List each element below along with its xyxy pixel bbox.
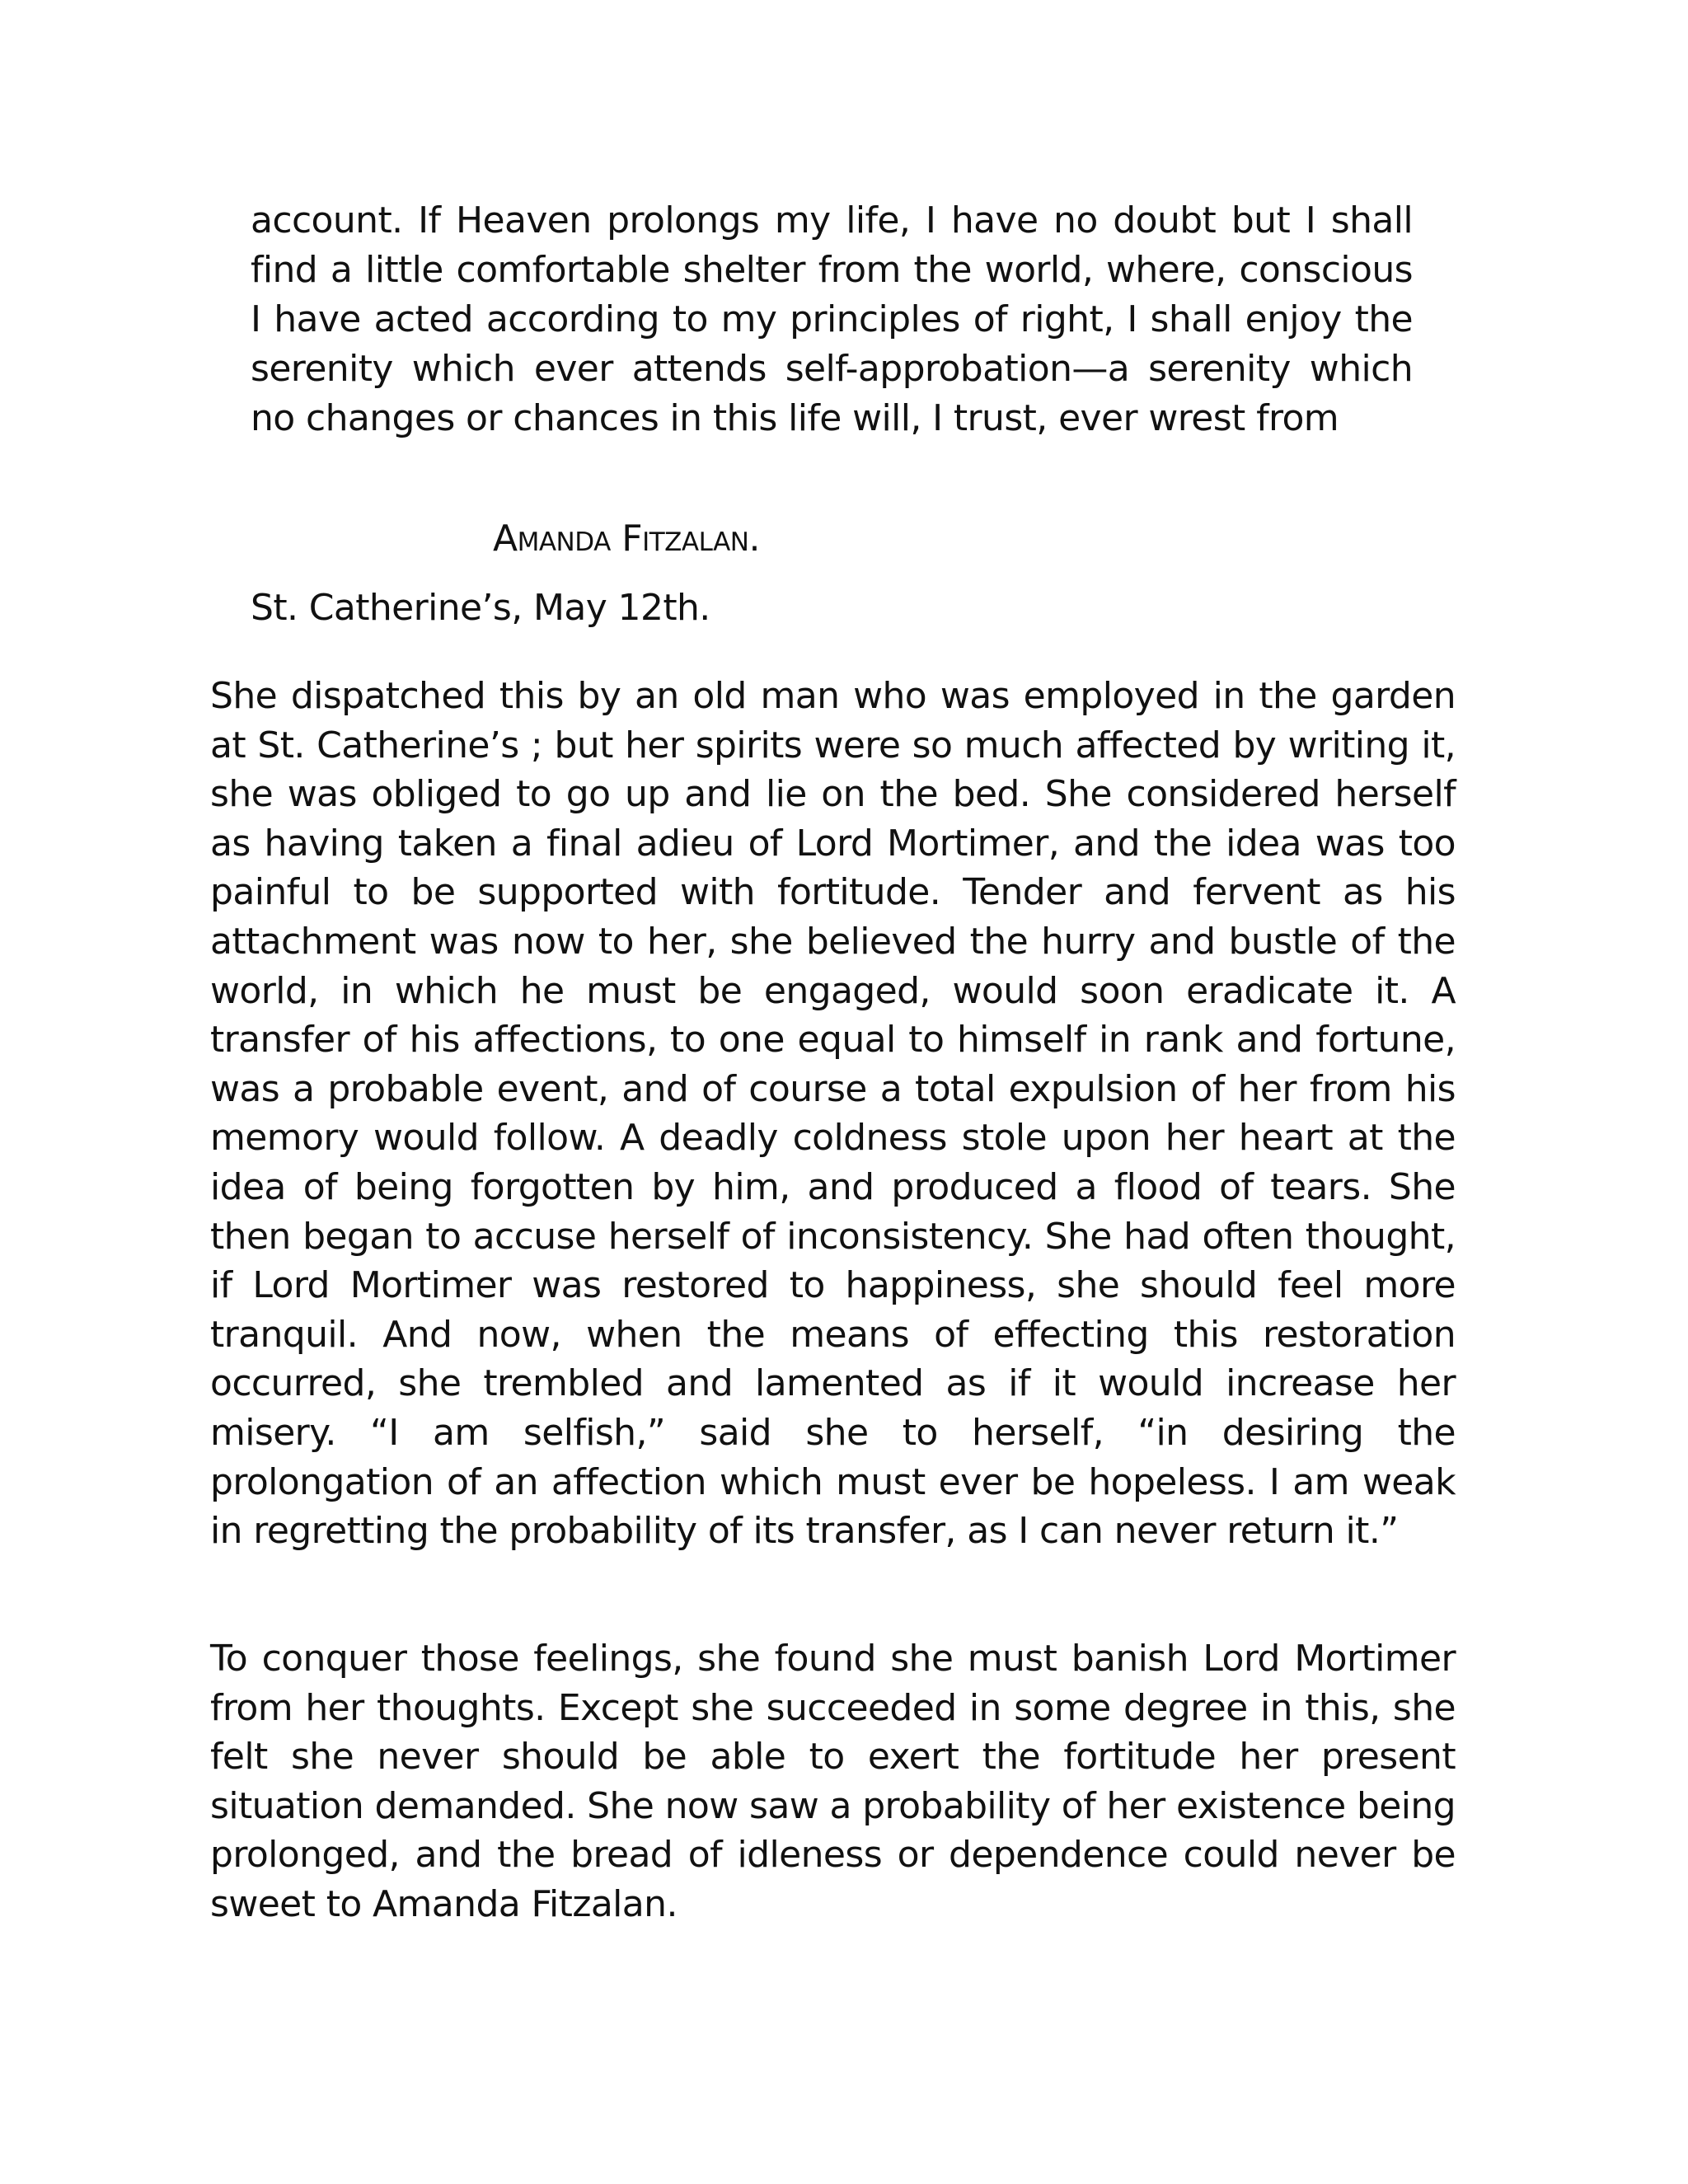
narrative-paragraph: She dispatched this by an old man who was employed in the garden at St. Catherine’s ; but her spirits were so much affected by writing it, she was obliged to go up and lie on the bed. She considered herself as having taken a final adieu of Lord Mortimer, and the idea was too painful to be supported with fortitude. Tender and fervent as his attachment was now to her, she believed the hurry and bustle of the world, in which he must be engaged, would soon eradicate it. A transfer of his affections, to one equal to himself in rank and fortune, was a probable event, and of course a total expulsion of her from his memory would follow. A deadly coldness stole upon her heart at the idea of being forgotten by him, and produced a flood of tears. She then began to accuse herself of inconsistency. She had often thought, if Lord Mortimer was restored to happiness, she should feel more tranquil. And now, when the means of effecting this restoration occurred, she trembled and lamented as if it would increase her misery. “I am selfish,” said she to herself, “in desiring the prolongation of an affection which must ever be hopeless. I am weak in regretting the probability of its transfer, as I can never return it.” [210,675,1456,1553]
letter-closing-paragraph: account. If Heaven prolongs my life, I have no doubt but I shall find a little comfortable shelter from the world, where, conscious I have acted according to my principles of right, I shall enjoy the serenity which ever attends self-approbation—a serenity which no changes or chances in this life will, I trust, ever wrest from [251,199,1413,439]
narrative-paragraph: To conquer those feelings, she found she must banish Lord Mortimer from her thoughts. Except she succeeded in some degree in this, she felt she never should be able to exert the fortitude her present situation demanded. She now saw a probability of her existence being prolonged, and the bread of idleness or dependence could never be sweet to Amanda Fitzalan. [210,1638,1456,1925]
letter-signature: Amanda Fitzalan. [493,518,760,560]
letter-dateline: St. Catherine’s, May 12th. [251,587,710,629]
